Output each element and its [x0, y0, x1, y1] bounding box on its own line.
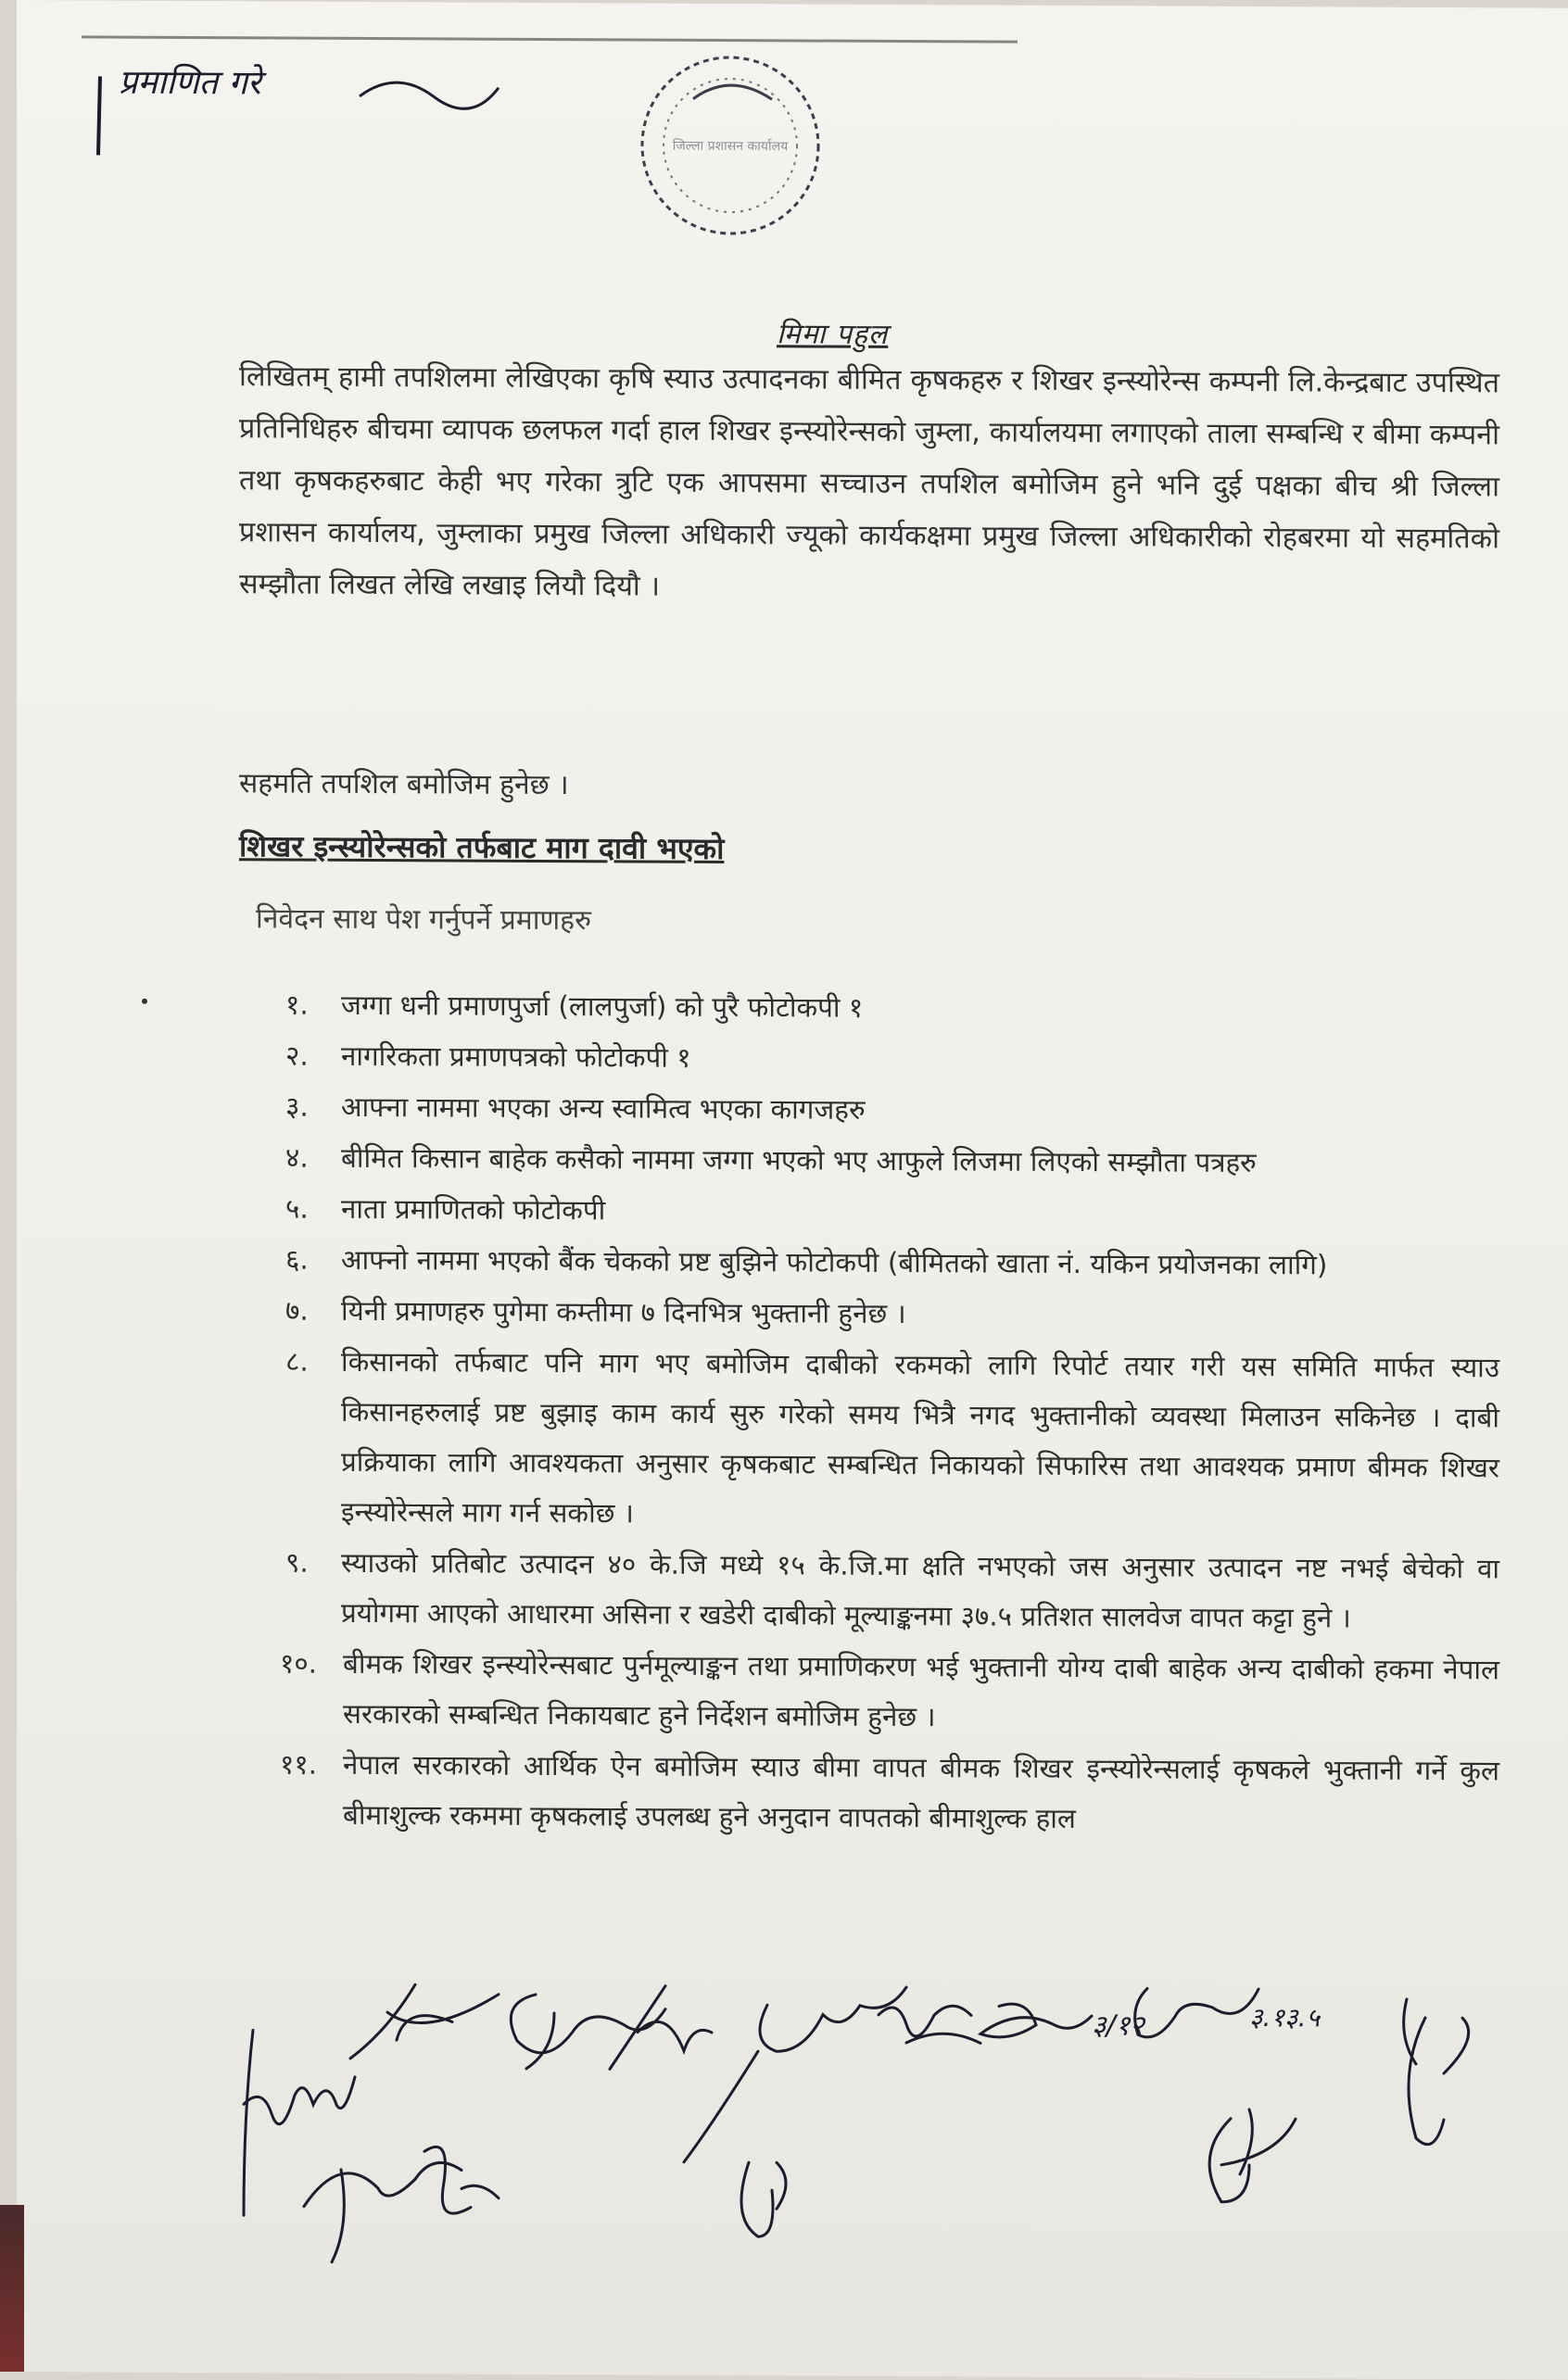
- list-item: [280, 1639, 1499, 1745]
- list-item-text: नेपाल सरकारको आर्थिक ऐन बमोजिम स्याउ बीमा वापत बीमक शिखर इन्स्योरेन्सलाई कृषकले भुक्तानी गर्ने कुल बीमाशुल्क रकममा कृषकलाई उपलब्ध हुने अनुदान वापतको बीमाशुल्क हाल: [343, 1748, 1499, 1834]
- signature-2: [350, 1984, 499, 2059]
- signature-5: [424, 2147, 499, 2213]
- signature-annotation-2: ३.१३.५: [1249, 2001, 1321, 2034]
- list-item-number: ५.: [285, 1192, 309, 1225]
- list-item-text: आफ्नो नाममा भएको बैंक चेकको प्रष्ट बुझिने फोटोकपी (बीमितको खाता नं. यकिन प्रयोजनका लागि): [341, 1243, 1328, 1281]
- office-seal: [628, 47, 832, 243]
- signature-8: [741, 2162, 786, 2236]
- list-item-text: नाता प्रमाणितको फोटोकपी: [341, 1192, 606, 1227]
- list-item-text: जग्गा धनी प्रमाणपुर्जा (लालपुर्जा) को पुरै फोटोकपी १: [341, 989, 864, 1024]
- list-item-number: २.: [285, 1039, 309, 1072]
- scan-edge: [0, 2205, 24, 2372]
- document-title: मिमा पहुल: [777, 318, 889, 351]
- list-item-text: आफ्ना नाममा भएका अन्य स्वामित्व भएका कागजहरु: [341, 1090, 866, 1126]
- list-item-text: नागरिकता प्रमाणपत्रको फोटोकपी १: [341, 1039, 691, 1074]
- handwritten-margin-note: [82, 39, 563, 162]
- list-item-number: ४.: [285, 1141, 309, 1174]
- stray-mark: [142, 999, 147, 1004]
- list-item-number: ११.: [280, 1748, 318, 1781]
- signature-7: [684, 1986, 906, 2163]
- margin-note-text: प्रमाणित गरे: [119, 63, 261, 103]
- list-item-text: बीमित किसान बाहेक कसैको नाममा जग्गा भएको भए आफुले लिजमा लिएको सम्झौता पत्रहरु: [341, 1141, 1257, 1179]
- signature-9: [879, 2006, 980, 2044]
- list-item-text: बीमक शिखर इन्स्योरेन्सबाट पुर्नमूल्याङ्कन तथा प्रमाणिकरण भई भुक्तानी योग्य दाबी बाहेक अन्य दाबीको हकमा नेपाल सरकारको सम्बन्धित निकायबाट हुने निर्देशन बमोजिम हुनेछ ।: [343, 1647, 1499, 1733]
- list-item-number: ८.: [285, 1345, 309, 1378]
- signature-13: [1404, 1999, 1469, 2145]
- intro-paragraph: लिखितम् हामी तपशिलमा लेखिएका कृषि स्याउ उत्पादनका बीमित कृषकहरु र शिखर इन्स्योरेन्स कम्पनी लि.केन्द्रबाट उपस्थित प्रतिनिधिहरु बीचमा व्यापक छलफल गर्दा हाल शिखर इन्स्योरेन्सको जुम्ला, कार्यालयमा लगाएको ताला सम्बन्धि र बीमा कम्पनी तथा कृषकहरुबाट केही भए गरेका त्रुटि एक आपसमा सच्चाउन तपशिल बमोजिम हुने भनि दुई पक्षका बीच श्री जिल्ला प्रशासन कार्यालय, जुम्लाका प्रमुख जिल्ला अधिकारी ज्यूको कार्यकक्षमा प्रमुख जिल्ला अधिकारीको रोहबरमा यो सहमतिको सम्झौता लिखत लेखि लखाइ लियौ दियौ ।: [239, 360, 1499, 603]
- agreement-line: सहमति तपशिल बमोजिम हुनेछ ।: [239, 767, 569, 802]
- list-item: [285, 1184, 1499, 1240]
- signature-1: [244, 2030, 355, 2216]
- list-item-number: १०.: [280, 1647, 318, 1680]
- signature-annotation-1: ३/१२: [1092, 2009, 1144, 2043]
- seal-text: जिल्ला प्रशासन कार्यालय: [672, 138, 789, 155]
- list-item: [285, 1337, 1499, 1543]
- list-item-number: ९.: [285, 1546, 309, 1579]
- list-item: [285, 1286, 1499, 1342]
- list-item: [285, 1538, 1499, 1644]
- list-item-text: स्याउको प्रतिबोट उत्पादन ४० के.जि मध्ये १५ के.जि.मा क्षति नभएको जस अनुसार उत्पादन नष्ट नभई बेचेको वा प्रयोगमा आएको आधारमा असिना र खडेरी दाबीको मूल्याङ्कनमा ३७.५ प्रतिशत सालवेज वापत कट्टा हुने ।: [341, 1546, 1499, 1634]
- list-item-text: यिनी प्रमाणहरु पुगेमा कम्तीमा ७ दिनभित्र भुक्तानी हुनेछ ।: [341, 1294, 906, 1330]
- list-item-text: किसानको तर्फबाट पनि माग भए बमोजिम दाबीको रकमको लागि रिपोर्ट तयार गरी यस समिति मार्फत स्याउ किसानहरुलाई प्रष्ट बुझाइ काम कार्य सुरु गरेको समय भित्रै नगद भुक्तानीको व्यवस्था मिलाउन सकिनेछ । दाबी प्रक्रियाका लागि आवश्यकता अनुसार कृषकबाट सम्बन्धित निकायको सिफारिस तथा आवश्यक प्रमाण बीमक शिखर इन्स्योरेन्सले माग गर्न सकोछ ।: [341, 1345, 1499, 1530]
- list-item-number: १.: [285, 989, 309, 1021]
- signature-11: [1135, 1988, 1258, 2037]
- list-item-number: ३.: [285, 1090, 309, 1123]
- document-page: [17, 0, 1568, 2380]
- requirements-list: [280, 980, 1499, 1846]
- section-heading: शिखर इन्स्योरेन्सको तर्फबाट माग दावी भएको: [239, 828, 725, 866]
- list-item: [285, 1082, 1499, 1139]
- list-item-number: ७.: [285, 1294, 309, 1327]
- subheading: निवेदन साथ पेश गर्नुपर्ने प्रमाणहरु: [256, 902, 592, 938]
- signature-6: [610, 1985, 712, 2070]
- list-item: [285, 1235, 1499, 1291]
- signature-block: [202, 1974, 1518, 2296]
- list-item: [280, 1740, 1499, 1846]
- list-item-number: ६.: [285, 1243, 309, 1276]
- list-item: [285, 1031, 1499, 1088]
- signature-10: [980, 2004, 1092, 2037]
- signature-4: [511, 1995, 665, 2070]
- list-item: [285, 1133, 1499, 1190]
- list-item: [285, 980, 1499, 1037]
- signature-12: [1209, 2109, 1296, 2202]
- signature-3: [304, 2162, 462, 2263]
